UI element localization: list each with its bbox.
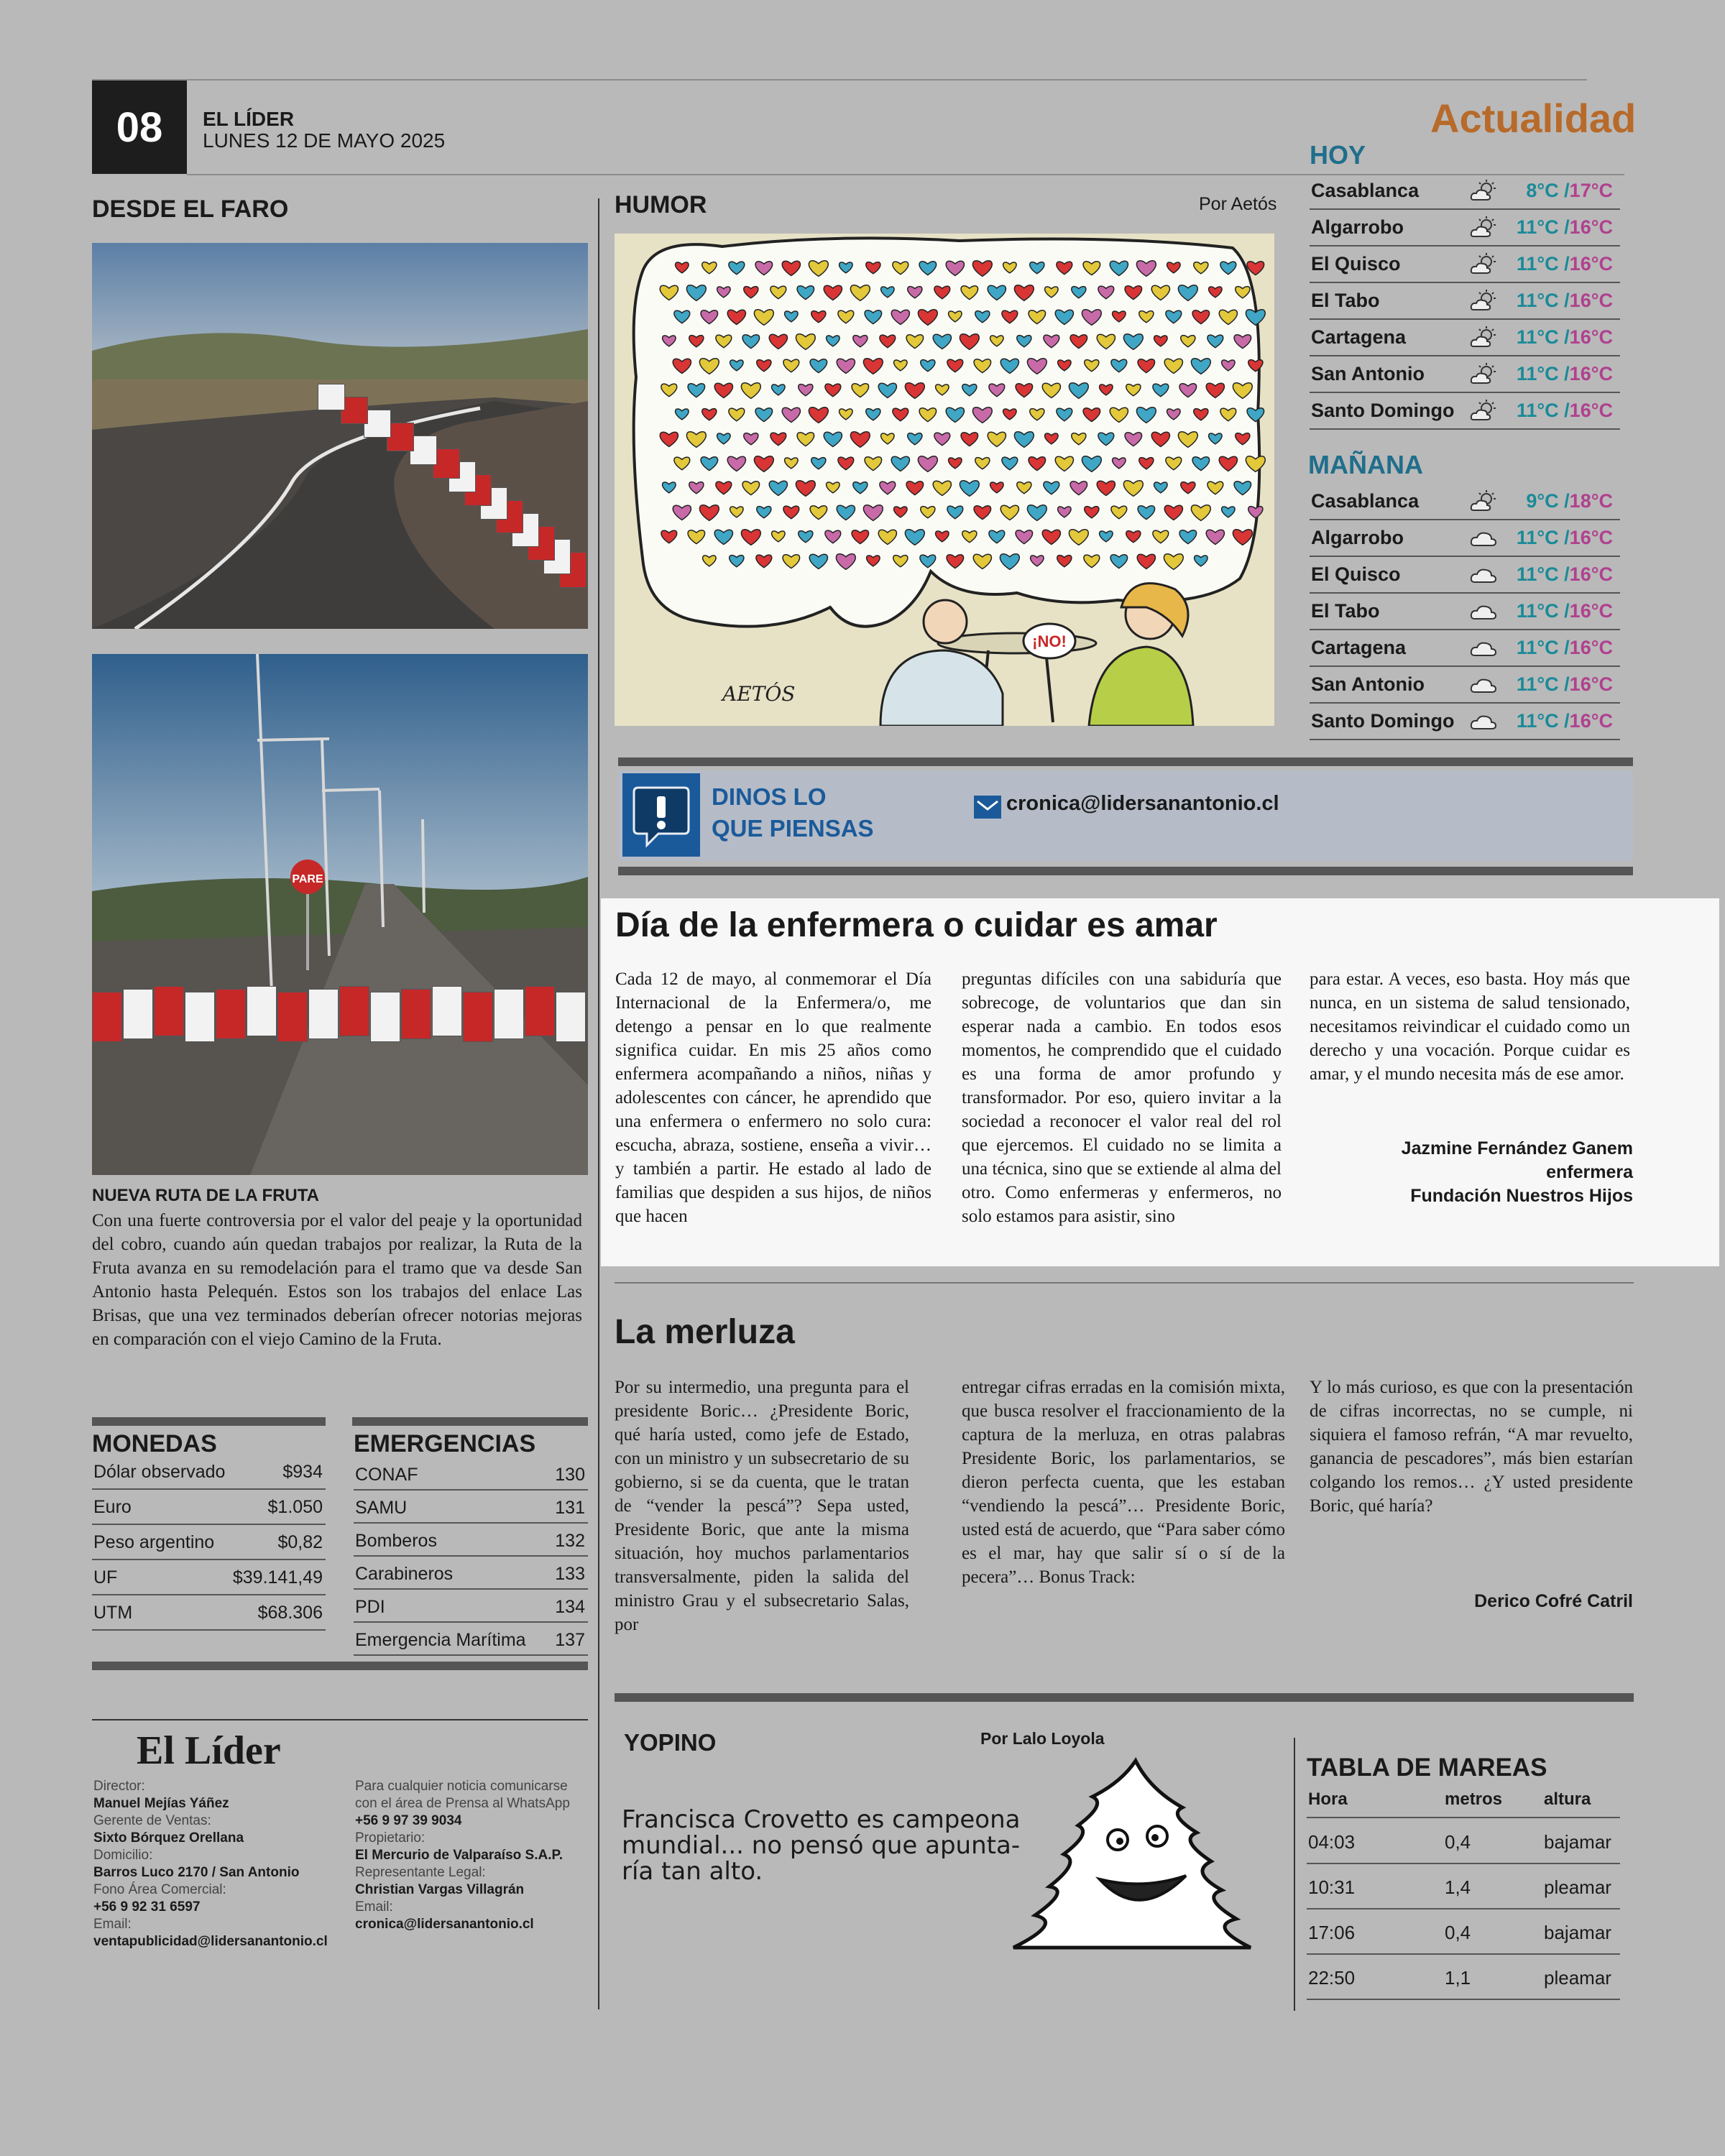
tide-altura: pleamar bbox=[1544, 1876, 1611, 1898]
table-row bbox=[92, 1455, 326, 1490]
dinos-line2: QUE PIENSAS bbox=[712, 815, 874, 842]
section-title: Actualidad bbox=[1430, 96, 1637, 141]
weather-temp bbox=[1517, 253, 1613, 275]
weather-city: Casablanca bbox=[1311, 490, 1420, 512]
tide-metros: 1,1 bbox=[1445, 1967, 1471, 1989]
temp-max: 16°C bbox=[1569, 290, 1613, 311]
row-label: Emergencia Marítima bbox=[355, 1630, 526, 1650]
article1-col1: Cada 12 de mayo, al conmemorar el Día Internacional de la Enfermera/o, me detengo a pensar en lo que realmente significa cuidar. En mis 25 años como enfermera acompañando a niños, niñas y adolescentes con cáncer, he aprendido que una enfermera o enfermero no solo cura: escucha, abraza, sostiene, enseña a vivir… y también a partir. He estado al lado de familias que despiden a sus hijos, de niños que hacen bbox=[615, 969, 932, 1226]
barrier-block bbox=[525, 986, 555, 1036]
temp-sep: / bbox=[1558, 400, 1570, 421]
tide-metros: 0,4 bbox=[1445, 1922, 1471, 1943]
article1-title: Día de la enfermera o cuidar es amar bbox=[615, 906, 1218, 944]
road-photo-2 bbox=[92, 654, 588, 1175]
weather-city: Santo Domingo bbox=[1311, 710, 1455, 732]
table-row bbox=[354, 1557, 588, 1590]
temp-min: 11°C bbox=[1516, 290, 1559, 311]
temp-min: 11°C bbox=[1516, 710, 1559, 732]
staff-value: cronica@lidersanantonio.cl bbox=[355, 1917, 534, 1932]
staff-intro-line1: Para cualquier noticia comunicarse bbox=[355, 1779, 568, 1794]
weather-row bbox=[1310, 357, 1620, 393]
row-value: 137 bbox=[555, 1630, 585, 1650]
weather-row bbox=[1310, 668, 1620, 704]
row-value: $68.306 bbox=[257, 1603, 323, 1623]
temp-max: 16°C bbox=[1569, 326, 1613, 348]
highway-illustration bbox=[92, 654, 588, 1175]
tide-metros: 1,4 bbox=[1445, 1876, 1471, 1898]
weather-temp bbox=[1517, 563, 1613, 586]
sun-cloud-icon bbox=[1469, 252, 1498, 277]
cloud-icon bbox=[1469, 599, 1498, 625]
envelope-icon bbox=[974, 796, 1001, 819]
row-label: CONAF bbox=[355, 1465, 418, 1485]
row-value: 132 bbox=[555, 1531, 585, 1551]
article-enfermera bbox=[601, 898, 1719, 1266]
weather-tomorrow-label: MAÑANA bbox=[1308, 450, 1423, 479]
weather-today-label: HOY bbox=[1310, 140, 1366, 170]
staff-value: El Mercurio de Valparaíso S.A.P. bbox=[355, 1848, 563, 1863]
table-row bbox=[354, 1524, 588, 1557]
table-row bbox=[354, 1491, 588, 1524]
article1-role: enfermera bbox=[1546, 1162, 1633, 1182]
tide-altura: bajamar bbox=[1544, 1922, 1611, 1943]
yopino-byline: Por Lalo Loyola bbox=[980, 1729, 1105, 1748]
cloud-icon bbox=[1469, 672, 1498, 698]
barrier-block bbox=[339, 986, 369, 1036]
tide-time: 17:06 bbox=[1308, 1922, 1356, 1943]
yopino-line2: mundial... no pensó que apunta- bbox=[622, 1831, 1021, 1860]
temp-min: 11°C bbox=[1516, 600, 1559, 622]
humor-title: HUMOR bbox=[615, 191, 707, 218]
barrier-block bbox=[277, 992, 308, 1042]
staff-label: Email: bbox=[355, 1899, 393, 1915]
table-row bbox=[92, 1560, 326, 1595]
staff-label: Propietario: bbox=[355, 1830, 426, 1846]
staff-value: Sixto Bórquez Orellana bbox=[93, 1830, 244, 1846]
row-value: $1.050 bbox=[267, 1497, 323, 1517]
weather-temp bbox=[1517, 290, 1613, 312]
staff-rule bbox=[92, 1719, 588, 1720]
weather-city: Cartagena bbox=[1311, 326, 1407, 348]
photo-caption-title: NUEVA RUTA DE LA FRUTA bbox=[92, 1186, 319, 1205]
row-value: $39.141,49 bbox=[232, 1567, 323, 1588]
staff-value: Barros Luco 2170 / San Antonio bbox=[93, 1865, 300, 1880]
article2-title: La merluza bbox=[615, 1313, 795, 1351]
temp-min: 9°C bbox=[1526, 490, 1559, 512]
temp-max: 16°C bbox=[1569, 363, 1613, 384]
article2-author: Derico Cofré Catril bbox=[1474, 1591, 1633, 1611]
temp-min: 11°C bbox=[1516, 400, 1559, 421]
article2-col3: Y lo más curioso, es que con la presentación de cifras incorrectas, no se cumple, ni siquiera el famoso refrán, “A mar revuelto, ganancia de pescadores”, más bien estarían colgando los remos… ¿Y usted presidente Boric, qué haría? bbox=[1310, 1378, 1633, 1516]
top-rule bbox=[92, 79, 1587, 80]
monedas-title: MONEDAS bbox=[92, 1430, 217, 1457]
temp-sep: / bbox=[1558, 600, 1570, 622]
staff-whatsapp: +56 9 97 39 9034 bbox=[355, 1813, 462, 1828]
barrier-block bbox=[401, 989, 431, 1039]
dinos-line1: DINOS LO bbox=[712, 783, 827, 810]
weather-temp bbox=[1526, 490, 1613, 512]
temp-min: 11°C bbox=[1516, 253, 1559, 275]
weather-row bbox=[1310, 321, 1620, 356]
mareas-header-metros: metros bbox=[1445, 1789, 1503, 1809]
barrier-block bbox=[370, 992, 400, 1042]
staff-value: Manuel Mejías Yáñez bbox=[93, 1796, 229, 1811]
yopino-bar bbox=[615, 1693, 1634, 1702]
staff-right-list bbox=[355, 1830, 592, 1933]
temp-sep: / bbox=[1558, 490, 1570, 512]
staff-value: +56 9 92 31 6597 bbox=[93, 1899, 201, 1915]
article1-col3: para estar. A veces, eso basta. Hoy más que nunca, en un sistema de salud tensionado, necesitamos reivindicar el cuidado como un derecho y una vocación. Porque cuidar es amar, y el mundo necesita más de ese amor. bbox=[1310, 969, 1630, 1084]
temp-min: 11°C bbox=[1516, 637, 1559, 658]
cartoon-drawing bbox=[615, 234, 1274, 726]
staff-right-column bbox=[355, 1778, 592, 1933]
temp-min: 11°C bbox=[1516, 673, 1559, 695]
weather-city: El Tabo bbox=[1311, 600, 1380, 622]
weather-city: El Tabo bbox=[1311, 290, 1380, 311]
cartoonist-signature: AETÓS bbox=[722, 682, 796, 706]
barrier-block bbox=[432, 986, 462, 1036]
temp-max: 16°C bbox=[1569, 563, 1613, 585]
article2-col2: entregar cifras erradas en la comisión mixta, que busca resolver el fraccionamiento de la captura de la merluza, en otras palabras Presidente Boric, los parlamentarios, se dieron perfecta cuenta, que les estaban “vendiendo la pescá”… Presidente Boric, usted está de acuerdo, que “Para saber cómo es el mar, hay que salir sí o sí de la pecera”… Bonus Track: bbox=[962, 1378, 1285, 1587]
page-number: 08 bbox=[92, 80, 187, 174]
barrier-block bbox=[92, 992, 122, 1042]
mareas-header-row bbox=[1307, 1789, 1620, 1818]
weather-temp bbox=[1517, 600, 1613, 622]
weather-row bbox=[1310, 484, 1620, 520]
weather-city: Algarrobo bbox=[1311, 527, 1404, 548]
weather-row bbox=[1310, 521, 1620, 557]
tide-time: 22:50 bbox=[1308, 1967, 1356, 1989]
article1-org: Fundación Nuestros Hijos bbox=[1410, 1186, 1633, 1206]
weather-city: San Antonio bbox=[1311, 363, 1425, 384]
tide-row bbox=[1307, 1820, 1620, 1864]
article1-author: Jazmine Fernández Ganem bbox=[1401, 1138, 1633, 1158]
row-value: 133 bbox=[555, 1564, 585, 1584]
weather-row bbox=[1310, 704, 1620, 740]
barrier-block bbox=[308, 989, 339, 1039]
stop-sign-text: PARE bbox=[292, 873, 323, 885]
staff-label: Email: bbox=[93, 1917, 132, 1932]
article2-col1: Por su intermedio, una pregunta para el presidente Boric… ¿Presidente Boric, qué haría usted, como jefe de Estado, con un ministro y un subsecretario de su gobierno, si se da cuenta, que le tratan de “vender la pescá”? Sepa usted, Presidente Boric, que ante la misma situación, hoy muchos parlamentarios transversalmente, piden la salida del ministro Grau y el subsecretario Salas, por bbox=[615, 1378, 909, 1634]
table-row bbox=[92, 1490, 326, 1525]
monedas-bar bbox=[92, 1417, 326, 1426]
staff-intro-line2: con el área de Prensa al WhatsApp bbox=[355, 1796, 570, 1811]
barrier-block bbox=[185, 992, 215, 1042]
temp-sep: / bbox=[1558, 363, 1570, 384]
weather-row bbox=[1310, 594, 1620, 630]
sun-cloud-icon bbox=[1469, 325, 1498, 351]
temp-max: 16°C bbox=[1569, 710, 1613, 732]
table-row bbox=[92, 1525, 326, 1560]
weather-temp bbox=[1517, 673, 1613, 696]
row-value: $934 bbox=[282, 1462, 323, 1482]
weather-temp bbox=[1517, 216, 1613, 239]
temp-sep: / bbox=[1558, 527, 1570, 548]
humor-byline: Por Aetós bbox=[1199, 194, 1277, 214]
staff-label: Fono Área Comercial: bbox=[93, 1882, 226, 1897]
staff-top-bar bbox=[92, 1662, 588, 1670]
staff-label: Director: bbox=[93, 1779, 145, 1794]
dinos-top-bar bbox=[618, 757, 1633, 766]
row-label: PDI bbox=[355, 1597, 385, 1617]
weather-city: Algarrobo bbox=[1311, 216, 1404, 238]
cloud-icon bbox=[1469, 635, 1498, 661]
tide-row bbox=[1307, 1955, 1620, 2000]
emergencias-title: EMERGENCIAS bbox=[354, 1430, 536, 1457]
temp-min: 11°C bbox=[1516, 326, 1559, 348]
cloud-icon bbox=[1469, 709, 1498, 734]
sun-cloud-icon bbox=[1469, 178, 1498, 204]
table-row bbox=[354, 1623, 588, 1656]
staff-label: Gerente de Ventas: bbox=[93, 1813, 211, 1828]
temp-min: 11°C bbox=[1516, 216, 1559, 238]
barrier-block bbox=[123, 989, 153, 1039]
temp-sep: / bbox=[1558, 253, 1570, 275]
temp-sep: / bbox=[1558, 673, 1570, 695]
temp-sep: / bbox=[1558, 563, 1570, 585]
table-row bbox=[92, 1595, 326, 1631]
row-label: Bomberos bbox=[355, 1531, 437, 1551]
publication-name: EL LÍDER bbox=[203, 108, 295, 130]
barrier-block bbox=[463, 992, 493, 1042]
sun-cloud-icon bbox=[1469, 398, 1498, 424]
mareas-header-hora: Hora bbox=[1308, 1789, 1348, 1809]
yopino-line3: ría tan alto. bbox=[622, 1857, 763, 1886]
row-value: 134 bbox=[555, 1597, 585, 1617]
cloud-icon bbox=[1469, 562, 1498, 588]
staff-value: Christian Vargas Villagrán bbox=[355, 1882, 525, 1897]
row-label: Dólar observado bbox=[93, 1462, 226, 1482]
sun-cloud-icon bbox=[1469, 489, 1498, 515]
sun-cloud-icon bbox=[1469, 361, 1498, 387]
table-row bbox=[354, 1590, 588, 1623]
staff-label: Representante Legal: bbox=[355, 1865, 486, 1880]
temp-sep: / bbox=[1558, 326, 1570, 348]
mareas-title: TABLA DE MAREAS bbox=[1307, 1754, 1547, 1782]
article1-col2: preguntas difíciles con una sabiduría que sobrecoge, de voluntarios que dan sin esperar nada a cambio. En todos esos momentos, he comprendido que el cuidado es una forma de amor profundo y transformador. Por eso, quiero invitar a la sociedad a reconocer el valor real del rol que ejercemos. El cuidado no se limita a una técnica, sino que se extiende al alma del otro. Como enfermeras y enfermeros, no solo estamos para asistir, sino bbox=[962, 969, 1282, 1226]
temp-max: 18°C bbox=[1569, 490, 1613, 512]
yopino-text bbox=[622, 1807, 1021, 1884]
row-label: UF bbox=[93, 1567, 118, 1588]
tide-row bbox=[1307, 1865, 1620, 1909]
tide-altura: bajamar bbox=[1544, 1831, 1611, 1853]
temp-min: 11°C bbox=[1516, 563, 1559, 585]
temp-sep: / bbox=[1558, 710, 1570, 732]
weather-city: Cartagena bbox=[1311, 637, 1407, 658]
temp-sep: / bbox=[1558, 290, 1570, 311]
staff-left-column bbox=[93, 1778, 338, 1950]
article-divider bbox=[615, 1282, 1634, 1284]
row-label: SAMU bbox=[355, 1498, 408, 1518]
weather-temp bbox=[1517, 710, 1613, 732]
row-label: UTM bbox=[93, 1603, 133, 1623]
weather-city: Casablanca bbox=[1311, 180, 1420, 201]
mareas-header-altura: altura bbox=[1544, 1789, 1591, 1809]
weather-city: Santo Domingo bbox=[1311, 400, 1455, 421]
row-value: 130 bbox=[555, 1465, 585, 1485]
row-label: Euro bbox=[93, 1497, 132, 1517]
road-curve-illustration bbox=[92, 243, 588, 629]
table-row bbox=[354, 1457, 588, 1491]
dinos-bottom-bar bbox=[618, 867, 1633, 875]
yopino-line1: Francisca Crovetto es campeona bbox=[622, 1805, 1021, 1834]
cloud-icon bbox=[1469, 525, 1498, 551]
weather-city: San Antonio bbox=[1311, 673, 1425, 695]
road-photo-1 bbox=[92, 243, 588, 629]
temp-max: 16°C bbox=[1569, 673, 1613, 695]
weather-temp bbox=[1517, 400, 1613, 422]
speech-no: ¡NO! bbox=[1032, 632, 1067, 650]
article1-signature bbox=[1310, 1137, 1633, 1208]
weather-city: El Quisco bbox=[1311, 253, 1401, 275]
weather-temp bbox=[1526, 180, 1613, 202]
barrier-block bbox=[494, 989, 524, 1039]
temp-max: 16°C bbox=[1569, 637, 1613, 658]
weather-temp bbox=[1517, 363, 1613, 385]
sun-cloud-icon bbox=[1469, 215, 1498, 241]
yopino-title: YOPINO bbox=[624, 1729, 717, 1756]
temp-sep: / bbox=[1558, 216, 1570, 238]
weather-temp bbox=[1517, 527, 1613, 549]
weather-row bbox=[1310, 247, 1620, 283]
temp-max: 16°C bbox=[1569, 216, 1613, 238]
barrier-block bbox=[154, 986, 184, 1036]
row-value: 131 bbox=[555, 1498, 585, 1518]
dinos-email-link[interactable]: cronica@lidersanantonio.cl bbox=[1006, 792, 1279, 815]
temp-sep: / bbox=[1558, 637, 1570, 658]
row-label: Carabineros bbox=[355, 1564, 454, 1584]
weather-row bbox=[1310, 558, 1620, 594]
weather-row bbox=[1310, 284, 1620, 320]
barrier-block bbox=[247, 986, 277, 1036]
staff-label: Domicilio: bbox=[93, 1848, 153, 1863]
exclamation-icon bbox=[622, 773, 700, 857]
barrier-block bbox=[216, 989, 246, 1039]
weather-row bbox=[1310, 211, 1620, 247]
issue-date: LUNES 12 DE MAYO 2025 bbox=[203, 129, 446, 152]
sun-cloud-icon bbox=[1469, 288, 1498, 314]
temp-max: 17°C bbox=[1569, 180, 1613, 201]
hearts-cartoon bbox=[615, 234, 1274, 726]
weather-temp bbox=[1517, 326, 1613, 349]
weather-temp bbox=[1517, 637, 1613, 659]
temp-max: 16°C bbox=[1569, 527, 1613, 548]
heart-icon bbox=[1247, 262, 1264, 275]
temp-min: 11°C bbox=[1516, 363, 1559, 384]
temp-sep: / bbox=[1558, 180, 1570, 201]
weather-row bbox=[1310, 631, 1620, 667]
temp-max: 16°C bbox=[1569, 253, 1613, 275]
tide-metros: 0,4 bbox=[1445, 1831, 1471, 1853]
tide-row bbox=[1307, 1910, 1620, 1955]
tide-time: 10:31 bbox=[1308, 1876, 1356, 1898]
desde-el-faro-title: DESDE EL FARO bbox=[92, 195, 289, 223]
tide-altura: pleamar bbox=[1544, 1967, 1611, 1989]
weather-city: El Quisco bbox=[1311, 563, 1401, 585]
weather-row bbox=[1310, 174, 1620, 210]
pine-tree-character-icon bbox=[1006, 1754, 1265, 1955]
row-label: Peso argentino bbox=[93, 1532, 215, 1552]
column-divider bbox=[598, 198, 599, 2009]
staff-value: ventapublicidad@lidersanantonio.cl bbox=[93, 1934, 328, 1949]
photo-caption-text: Con una fuerte controversia por el valor del peaje y la oportunidad del cobro, cuando aún quedan trabajos por realizar, la Ruta de la Fruta avanza en su remodelación para el tramo que va desde San Antonio hasta Pelequén. Estos son los trabajos del enlace Las Brisas, que una vez terminados deberían ofrecer notorias mejoras en comparación con el viejo Camino de la Fruta. bbox=[92, 1211, 582, 1349]
row-value: $0,82 bbox=[277, 1532, 323, 1552]
temp-min: 8°C bbox=[1526, 180, 1559, 201]
el-lider-logo: El Líder bbox=[137, 1728, 281, 1773]
weather-row bbox=[1310, 394, 1620, 430]
temp-min: 11°C bbox=[1516, 527, 1559, 548]
dinos-banner bbox=[618, 770, 1633, 861]
barrier-block bbox=[556, 992, 586, 1042]
tide-time: 04:03 bbox=[1308, 1831, 1356, 1853]
barrier-block bbox=[318, 384, 345, 410]
temp-max: 16°C bbox=[1569, 400, 1613, 421]
mareas-divider bbox=[1294, 1738, 1295, 2011]
temp-max: 16°C bbox=[1569, 600, 1613, 622]
emergencias-bar bbox=[352, 1417, 588, 1426]
